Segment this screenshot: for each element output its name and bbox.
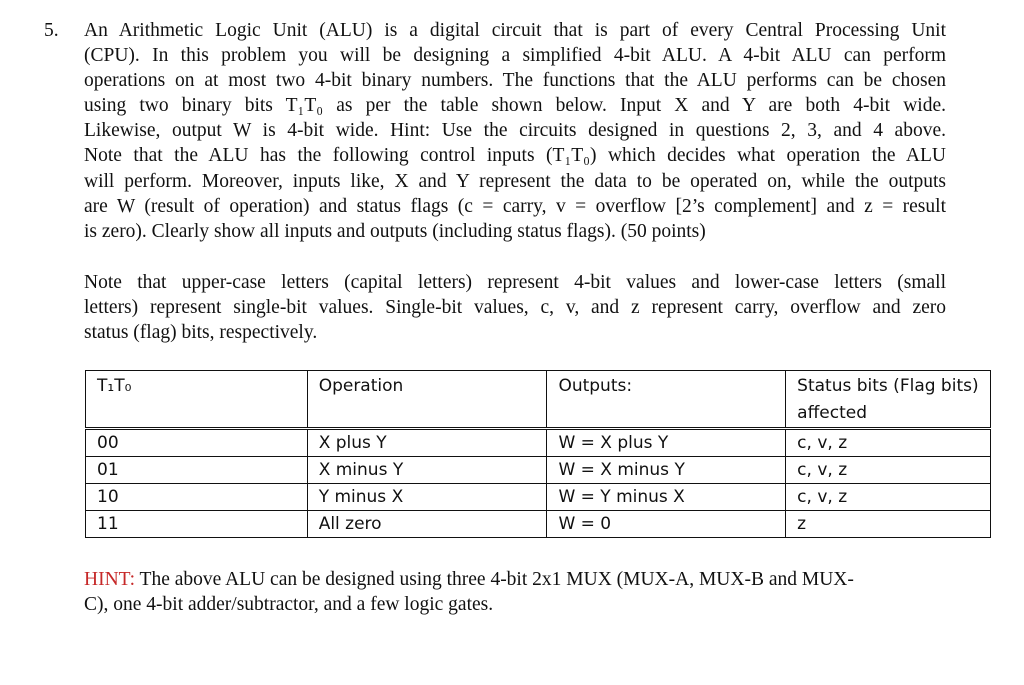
table-cell: All zero	[307, 511, 547, 538]
header-control-bits: T₁T₀	[86, 371, 308, 429]
hint-line: The above ALU can be designed using three 4-bit 2x1 MUX (MUX-A, MUX-B and MUX-	[135, 569, 854, 590]
table-cell: z	[786, 511, 991, 538]
problem-line: are W (result of operation) and status flags (c = carry, v = overflow [2’s complement] and z = result	[84, 195, 946, 217]
hint-line: C), one 4-bit adder/subtractor, and a few logic gates.	[84, 594, 494, 616]
table-row	[86, 511, 991, 538]
table-cell: W = Y minus X	[547, 484, 786, 511]
table-cell: 10	[86, 484, 308, 511]
problem-line: will perform. Moreover, inputs like, X and Y represent the data to be operated on, while the outputs	[84, 170, 946, 192]
table-row	[86, 429, 991, 457]
problem-line: (CPU). In this problem you will be designing a simplified 4-bit ALU. A 4-bit ALU can perform	[84, 45, 946, 67]
table-cell: X minus Y	[307, 457, 547, 484]
table-cell: W = X minus Y	[547, 457, 786, 484]
table-cell: c, v, z	[786, 457, 991, 484]
problem-line: An Arithmetic Logic Unit (ALU) is a digital circuit that is part of every Central Processing Unit	[84, 20, 946, 41]
problem-line: using two binary bits T₁T₀ as per the table shown below. Input X and Y are both 4-bit wide.	[84, 95, 946, 117]
notation-note	[84, 270, 946, 345]
problem-line: is zero). Clearly show all inputs and outputs (including status flags). (50 points)	[84, 220, 706, 242]
problem-line: Likewise, output W is 4-bit wide. Hint: Use the circuits designed in questions 2, 3, and 4 above.	[84, 120, 946, 142]
table-cell: 01	[86, 457, 308, 484]
header-operation: Operation	[307, 371, 547, 429]
table-cell: W = 0	[547, 511, 786, 538]
problem-line: operations on at most two 4-bit binary numbers. The functions that the ALU performs can be chosen	[84, 70, 946, 92]
table-header-row	[86, 371, 991, 429]
table-row	[86, 484, 991, 511]
table-cell: X plus Y	[307, 429, 547, 457]
hint-label: HINT:	[84, 569, 136, 590]
note-line: letters) represent single-bit values. Single-bit values, c, v, and z represent carry, overflow and zero	[84, 297, 946, 319]
table-cell: W = X plus Y	[547, 429, 786, 457]
note-line: Note that upper-case letters (capital letters) represent 4-bit values and lower-case letters (small	[84, 272, 946, 293]
table-cell: Y minus X	[307, 484, 547, 511]
table-cell: c, v, z	[786, 484, 991, 511]
question-number: 5.	[44, 20, 59, 41]
header-outputs: Outputs:	[547, 371, 786, 429]
table-cell: 00	[86, 429, 308, 457]
header-status-bits: Status bits (Flag bits) affected	[786, 371, 991, 429]
problem-line: Note that the ALU has the following control inputs (T₁T₀) which decides what operation the ALU	[84, 145, 946, 167]
table-row	[86, 457, 991, 484]
alu-operation-table	[85, 370, 991, 538]
table-cell: c, v, z	[786, 429, 991, 457]
table-cell: 11	[86, 511, 308, 538]
note-line: status (flag) bits, respectively.	[84, 322, 318, 344]
problem-statement	[84, 18, 946, 244]
hint-text	[84, 567, 944, 617]
